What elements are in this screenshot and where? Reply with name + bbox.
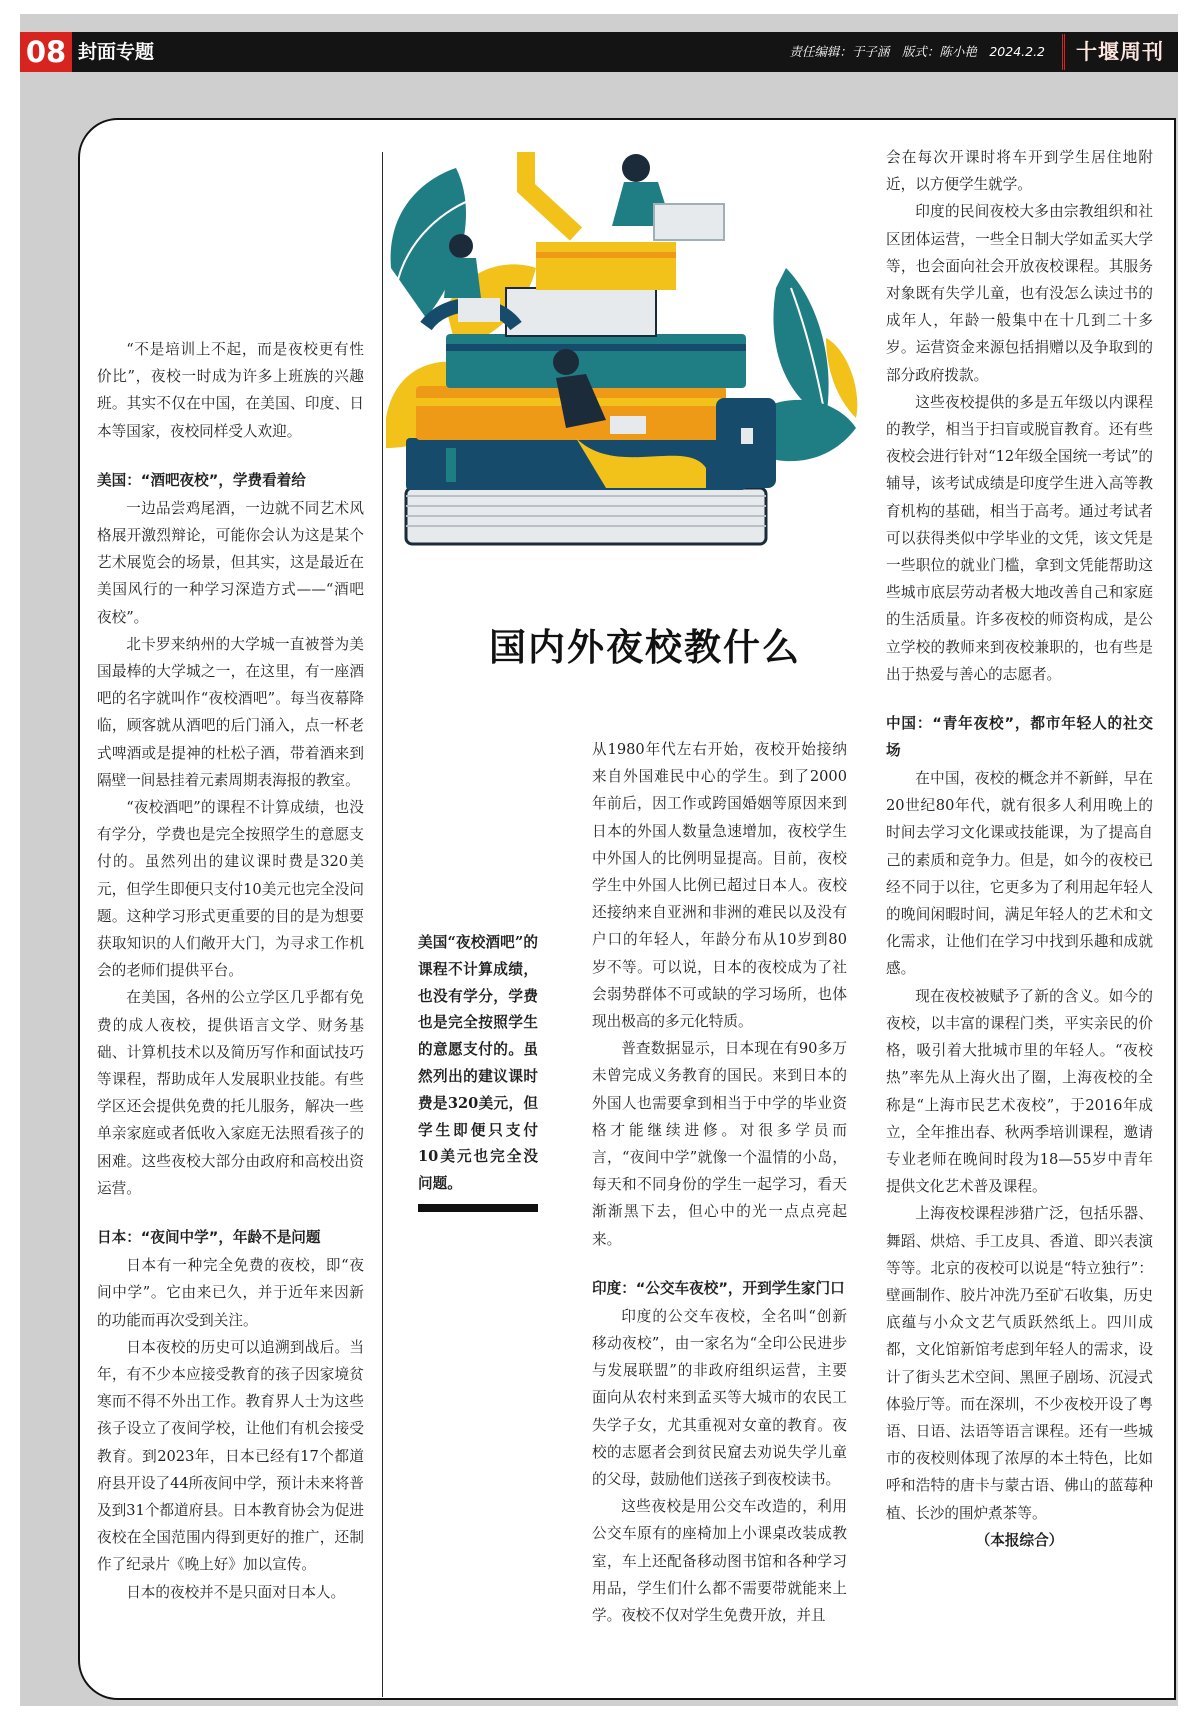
paragraph: 在中国，夜校的概念并不新鲜，早在20世纪80年代，就有很多人利用晚上的时间去学习文化课或技能课，为了提高自己的素质和竞争力。但是，如今的夜校已经不同于以往，它更多为了利用起年轻人的晚间闲暇时间，满足年轻人的艺术和文化需求，让他们在学习中找到乐趣和成就感。 xyxy=(886,770,1153,978)
article-column-1 xyxy=(97,336,364,1606)
paragraph: 印度的公交车夜校，全名叫“创新移动夜校”，由一家名为“全印公民进步与发展联盟”的非政府组织运营，主要面向从农村来到孟买等大城市的农民工失学子女，尤其重视对女童的教育。夜校的志愿者会到贫民窟去劝说失学儿童的父母，鼓励他们送孩子到夜校读书。 xyxy=(592,1307,847,1489)
pull-quote: 美国“夜校酒吧”的课程不计算成绩，也没有学分，学费也是完全按照学生的意愿支付的。虽然列出的建议课时费是320美元，但学生即便只支付10美元也完全没问题。 xyxy=(418,934,538,1193)
china-heading: 中国：“青年夜校”，都市年轻人的社交场 xyxy=(886,715,1153,760)
column-divider xyxy=(382,152,383,1697)
paragraph: 日本有一种完全免费的夜校，即“夜间中学”。它由来已久，并于近年来因新的功能而再次受到关注。 xyxy=(97,1257,364,1329)
bag-icon xyxy=(716,398,776,488)
usa-heading: 美国：“酒吧夜校”，学费看着给 xyxy=(97,471,306,489)
japan-heading: 日本：“夜间中学”，年龄不是问题 xyxy=(97,1229,321,1247)
india-heading: 印度：“公交车夜校”，开到学生家门口 xyxy=(592,1279,845,1297)
paragraph: 现在夜校被赋予了新的含义。如今的夜校，以丰富的课程门类，平实亲民的价格，吸引着大批城市里的年轻人。“夜校热”率先从上海火出了圈，上海夜校的全称是“上海市民艺术夜校”，于2016年成立，全年推出春、秋两季培训课程，邀请专业老师在晚间时段为18—55岁中青年提供文化艺术普及课程。 xyxy=(886,987,1153,1196)
paragraph: “夜校酒吧”的课程不计算成绩，也没有学分，学费也是完全按照学生的意愿支付的。虽然列出的建议课时费是320美元，但学生即便只支付10美元也完全没问题。这种学习形式更重要的目的是为想要获取知识的人们敞开大门，为寻求工作机会的老师们提供平台。 xyxy=(97,799,364,980)
pull-quote-bar xyxy=(418,1204,538,1212)
paragraph: 在美国，各州的公立学区几乎都有免费的成人夜校，提供语言文学、财务基础、计算机技术以及简历写作和面试技巧等课程，帮助成年人发展职业技能。有些学区还会提供免费的托儿服务，解决一些单亲家庭或者低收入家庭无法照看孩子的困难。这些夜校大部分由政府和高校出资运营。 xyxy=(97,989,364,1197)
paragraph: 从1980年代左右开始，夜校开始接纳来自外国难民中心的学生。到了2000年前后，因工作或跨国婚姻等原因来到日本的外国人数量急速增加，夜校学生中外国人的比例明显提高。目前，夜校学生中外国人比例已超过日本人。夜校还接纳来自亚洲和非洲的难民以及没有户口的年轻人，年龄分布从10岁到80岁不等。可以说，日本的夜校成为了社会弱势群体不可或缺的学习场所，也体现出极高的多元化特质。 xyxy=(592,741,847,1031)
section-title: 封面专题 xyxy=(78,41,155,63)
paragraph: 日本夜校的历史可以追溯到战后。当年，有不少本应接受教育的孩子因家境贫寒而不得不外出工作。教育界人士为这些孩子设立了夜间学校，让他们有机会接受教育。到2023年，日本已经有17个都道府县开设了44所夜间中学，预计未来将普及到31个都道府县。日本教育协会为促进夜校在全国范围内得到更好的推广，还制作了纪录片《晚上好》加以宣传。 xyxy=(97,1338,364,1574)
article-column-3 xyxy=(886,144,1153,1554)
paragraph: 上海夜校课程涉猎广泛，包括乐器、舞蹈、烘焙、手工皮具、香道、即兴表演等等。北京的夜校可以说是“特立独行”：壁画制作、胶片冲洗乃至矿石收集，历史底蕴与小众文艺气质跃然纸上。四川成都，文化馆新馆考虑到年轻人的需求，设计了街头艺术空间、黑匣子剧场、沉浸式体验厅等。而在深圳，不少夜校开设了粤语、日语、法语等语言课程。还有一些城市的夜校则体现了浓厚的本土特色，比如呼和浩特的唐卡与蒙古语、佛山的蓝莓种植、长沙的围炉煮茶等。 xyxy=(886,1205,1153,1522)
paragraph: 会在每次开课时将车开到学生居住地附近，以方便学生就学。 xyxy=(886,149,1153,194)
paragraph: 普查数据显示，日本现在有90多万未曾完成义务教育的国民。来到日本的外国人也需要拿到相当于中学的毕业资格才能继续进修。对很多学员而言，“夜间中学”就像一个温情的小岛，每天和不同身份的学生一起学习，看天渐渐黑下去，但心中的光一点点亮起来。 xyxy=(592,1040,847,1248)
reading-illustration xyxy=(386,148,862,552)
paragraph: 北卡罗来纳州的大学城一直被誉为美国最棒的大学城之一，在这里，有一座酒吧的名字就叫作“夜校酒吧”。每当夜幕降临，顾客就从酒吧的后门涌入，点一杯老式啤酒或是提神的杜松子酒，带着酒来到隔壁一间悬挂着元素周期表海报的教室。 xyxy=(97,635,364,789)
page-number: 08 xyxy=(20,32,72,72)
newspaper-logo: 十堰周刊 xyxy=(1062,34,1175,70)
paragraph: 日本的夜校并不是只面对日本人。 xyxy=(126,1583,346,1601)
article-column-2 xyxy=(592,736,847,1629)
editor-credit: 责任编辑：于子涵 版式：陈小艳 2024.2.2 xyxy=(789,44,1045,59)
article-title: 国内外夜校教什么 xyxy=(489,625,801,669)
source-note: （本报综合） xyxy=(975,1531,1064,1549)
paragraph: 这些夜校是用公交车改造的，利用公交车原有的座椅加上小课桌改装成教室，车上还配备移动图书馆和各种学习用品，学生们什么都不需要带就能来上学。夜校不仅对学生免费开放，并且 xyxy=(592,1498,847,1625)
paragraph: 一边品尝鸡尾酒，一边就不同艺术风格展开激烈辩论，可能你会认为这是某个艺术展览会的场景，但其实，这是最近在美国风行的一种学习深造方式——“酒吧夜校”。 xyxy=(97,499,364,626)
paragraph: 印度的民间夜校大多由宗教组织和社区团体运营，一些全日制大学如孟买大学等，也会面向社会开放夜校课程。其服务对象既有失学儿童，也有没怎么读过书的成年人，年龄一般集中在十几到二十多岁。运营资金来源包括捐赠以及争取到的部分政府拨款。 xyxy=(886,203,1153,384)
intro-paragraph: “不是培训上不起，而是夜校更有性价比”，夜校一时成为许多上班族的兴趣班。其实不仅在中国，在美国、印度、日本等国家，夜校同样受人欢迎。 xyxy=(97,341,364,440)
paragraph: 这些夜校提供的多是五年级以内课程的教学，相当于扫盲或脱盲教育。还有些夜校会进行针对“12年级全国统一考试”的辅导，该考试成绩是印度学生进入高等教育机构的基础，相当于高考。通过考试者可以获得类似中学毕业的文凭，该文凭是一些职位的就业门槛，拿到文凭能帮助这些城市底层劳动者极大地改善自己和家庭的生活质量。许多夜校的师资构成，是公立学校的教师来到夜校兼职的，也有些是出于热爱与善心的志愿者。 xyxy=(886,393,1153,683)
